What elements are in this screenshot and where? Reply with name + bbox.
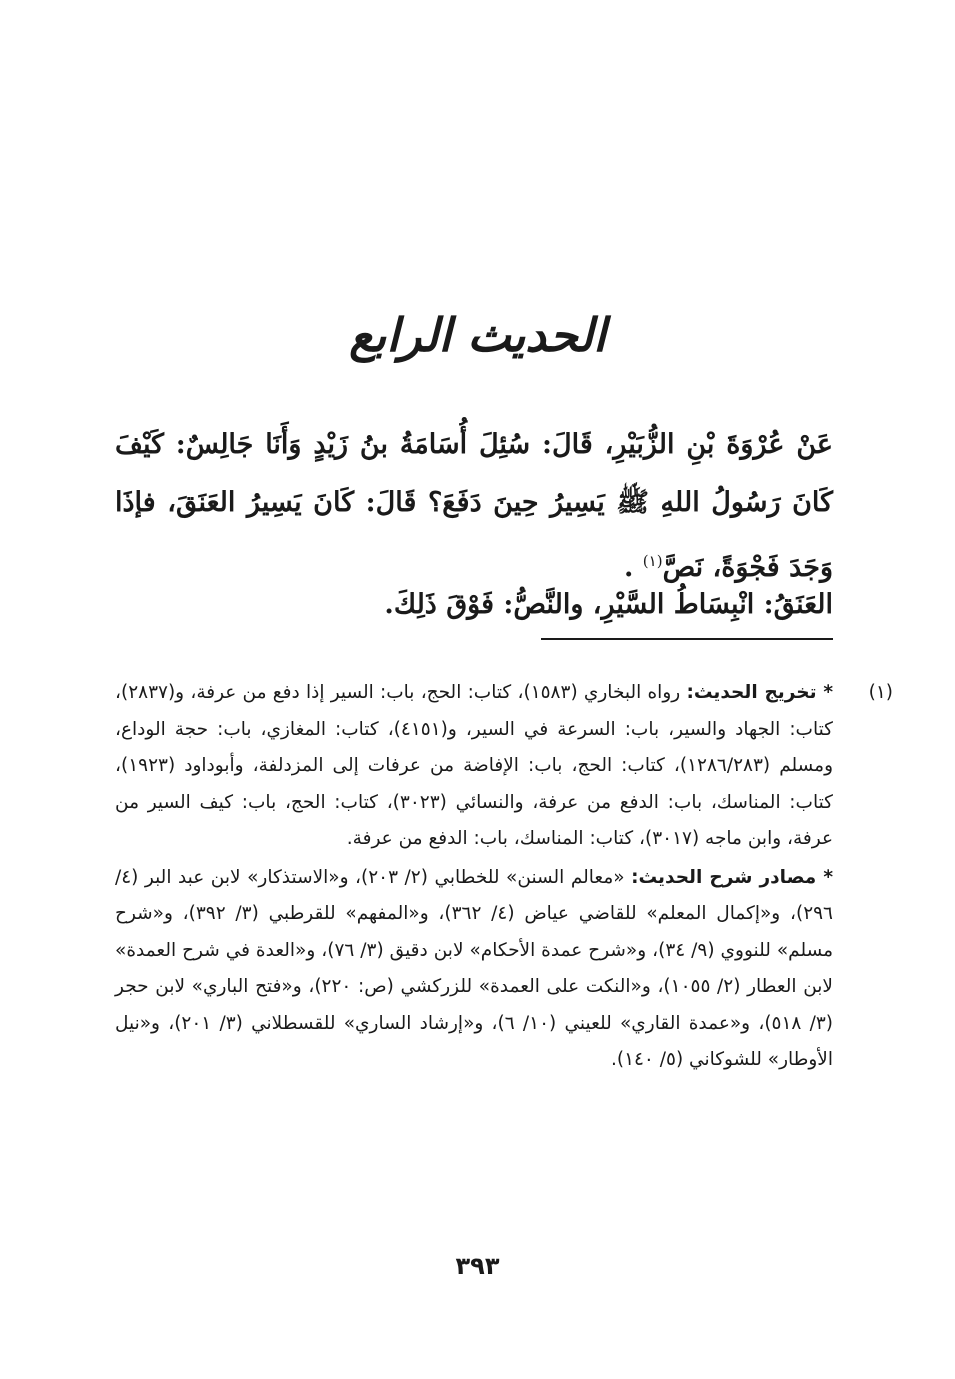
page-number: ٣٩٣: [455, 1252, 500, 1280]
footnote-separator: [541, 638, 833, 640]
takhrij-heading: * تخريج الحديث:: [686, 682, 834, 703]
takhrij-paragraph: [115, 675, 833, 858]
hadith-end: .: [623, 552, 643, 583]
masadir-paragraph: [115, 860, 833, 1079]
takhrij-text: رواه البخاري (١٥٨٣)، كتاب: الحج، باب: السير إذا دفع من عرفة، و(٢٨٣٧)، كتاب: الجهاد والسير، باب: السرعة في السير، و(٤١٥١)، كتاب: المغازي، باب: حجة الوداع، ومسلم (١٢٨٦/٢٨٣)، كتاب: الحج، باب: الإفاضة من عرفات إلى المزدلفة، وأبوداود (١٩٢٣)، كتاب: المناسك، باب: الدفع من عرفة، والنسائي (٣٠٢٣)، كتاب: الحج، باب: كيف السير من عرفة، وابن ماجه (٣٠١٧)، كتاب: المناسك، باب: الدفع من عرفة.: [115, 682, 833, 849]
masadir-heading: * مصادر شرح الحديث:: [631, 866, 833, 888]
hadith-title: الحديث الرابع: [349, 308, 606, 362]
hadith-text: [115, 416, 833, 597]
footnote-1: [115, 675, 893, 1079]
word-explanation: العَنَقُ: انْبِسَاطُ السَّيْرِ، والنَّصُّ: فَوْقَ ذَلِكَ.: [384, 589, 833, 620]
masadir-text: «معالم السنن» للخطابي (٢/ ٢٠٣)، و«الاستذكار» لابن عبد البر (٤/ ٢٩٦)، و«إكمال المعلم» للقاضي عياض (٤/ ٣٦٢)، و«المفهم» للقرطبي (٣/ ٣٩٢)، و«شرح مسلم» للنووي (٩/ ٣٤)، و«شرح عمدة الأحكام» لابن دقيق (٣/ ٧٦)، و«العدة في شرح العمدة» لابن العطار (٢/ ١٠٥٥)، و«النكت على العمدة» للزركشي (ص: ٢٢٠)، و«فتح الباري» لابن حجر (٣/ ٥١٨)، و«عمدة القاري» للعيني (١٠/ ٦)، و«إرشاد الساري» للقسطلاني (٣/ ٢٠١)، و«نيل الأوطار» للشوكاني (٥/ ١٤٠).: [115, 866, 833, 1070]
hadith-body: عَنْ عُرْوَةَ بْنِ الزُّبَيْرِ، قَالَ: سُئِلَ أُسَامَةُ بنُ زَيْدٍ وَأَنَا جَالِسٌ: كَيْفَ كَانَ رَسُولُ اللهِ ﷺ يَسِيرُ حِينَ دَفَعَ؟ قَالَ: كَانَ يَسِيرُ العَنَقَ، فإذَا وَجَدَ فَجْوَةً، نَصَّ: [115, 429, 833, 583]
footnote-number: (١): [868, 682, 893, 703]
footnotes-section: [115, 675, 893, 1079]
footnote-reference[interactable]: (١): [642, 552, 663, 570]
